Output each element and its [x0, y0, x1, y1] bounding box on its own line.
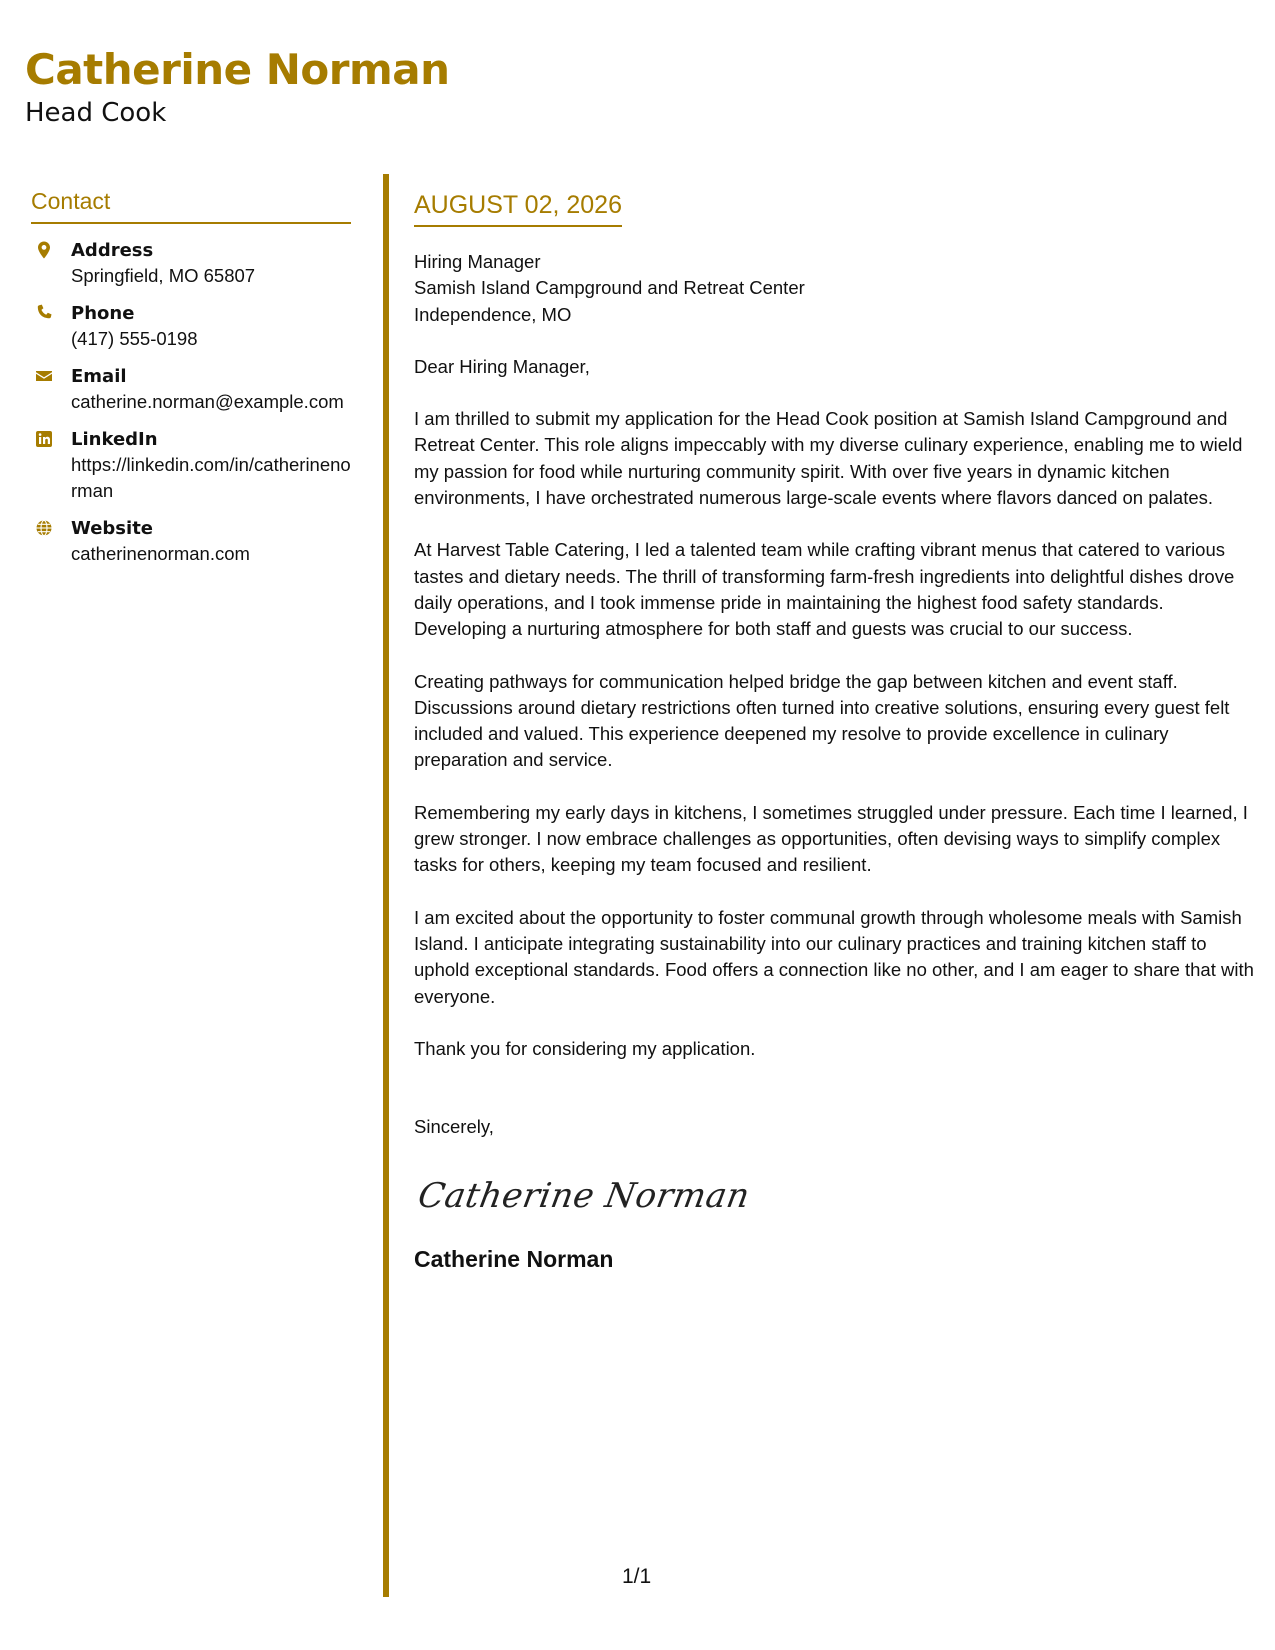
handwritten-signature: Catherine Norman — [415, 1176, 753, 1217]
linkedin-label: LinkedIn — [71, 428, 158, 450]
email-label: Email — [71, 365, 127, 387]
recipient-name: Hiring Manager — [414, 251, 541, 272]
recipient-block — [414, 249, 1254, 328]
letter-paragraph: At Harvest Table Catering, I led a talented team while crafting vibrant menus that catered to various tastes and dietary needs. The thrill of transforming farm-fresh ingredients into delightful dishes drove daily operations, and I took immense pride in maintaining the highest food safety standards. Developing a nurturing atmosphere for both staff and guests was crucial to our success. — [414, 539, 1235, 640]
address-label: Address — [71, 239, 154, 261]
signer-name: Catherine Norman — [414, 1246, 614, 1273]
linkedin-value[interactable]: https://linkedin.com/in/catherinenorman — [71, 453, 351, 501]
letter-paragraph: Thank you for considering my application. — [414, 1037, 756, 1059]
phone-label: Phone — [71, 302, 135, 324]
letter-body — [414, 190, 1254, 1274]
website-label: Website — [71, 517, 154, 539]
map-pin-icon — [34, 240, 54, 260]
page-number: 1/1 — [622, 1565, 652, 1588]
phone-value: (417) 555-0198 — [71, 327, 198, 349]
letter-paragraph: Remembering my early days in kitchens, I sometimes struggled under pressure. Each time I learned, I grew stronger. I now embrace challenges as opportunities, often devising ways to simplify complex tasks for others, keeping my team focused and resilient. — [414, 801, 1248, 876]
job-title: Head Cook — [25, 98, 167, 128]
contact-item-address — [31, 238, 351, 289]
globe-icon — [34, 518, 54, 538]
email-value: catherine.norman@example.com — [71, 390, 344, 412]
contact-item-phone — [31, 301, 351, 352]
letter-paragraph: Creating pathways for communication helped bridge the gap between kitchen and event staff. Discussions around dietary restrictions often turned into creative solutions, ensuring every guest felt included and valued. This experience deepened my resolve to provide excellence in culinary preparation and service. — [414, 670, 1230, 771]
contact-item-website — [31, 516, 351, 567]
letter-date: AUGUST 02, 2026 — [414, 190, 622, 227]
contact-item-email — [31, 364, 351, 415]
letter-paragraph: I am thrilled to submit my application for the Head Cook position at Samish Island Campground and Retreat Center. This role aligns impeccably with my diverse culinary experience, enabling me to wield my passion for food while nurturing community spirit. With over five years in dynamic kitchen environments, I have orchestrated numerous large-scale events where flavors danced on palates. — [414, 408, 1243, 509]
recipient-location: Independence, MO — [414, 303, 572, 325]
envelope-icon — [34, 366, 54, 386]
linkedin-icon — [34, 429, 54, 449]
contact-sidebar — [31, 188, 351, 579]
applicant-name: Catherine Norman — [25, 45, 450, 94]
salutation: Dear Hiring Manager, — [414, 355, 590, 377]
closing: Sincerely, — [414, 1116, 494, 1138]
address-value: Springfield, MO 65807 — [71, 264, 256, 286]
phone-icon — [34, 303, 54, 323]
column-divider — [383, 174, 389, 1597]
contact-item-linkedin — [31, 427, 351, 504]
recipient-company: Samish Island Campground and Retreat Center — [414, 277, 805, 299]
website-value[interactable]: catherinenorman.com — [71, 542, 250, 564]
contact-heading: Contact — [31, 188, 351, 224]
letter-paragraph: I am excited about the opportunity to foster communal growth through wholesome meals with Samish Island. I anticipate integrating sustainability into our culinary practices and training kitchen staff to uphold exceptional standards. Food offers a connection like no other, and I am eager to share that with everyone. — [414, 906, 1254, 1007]
